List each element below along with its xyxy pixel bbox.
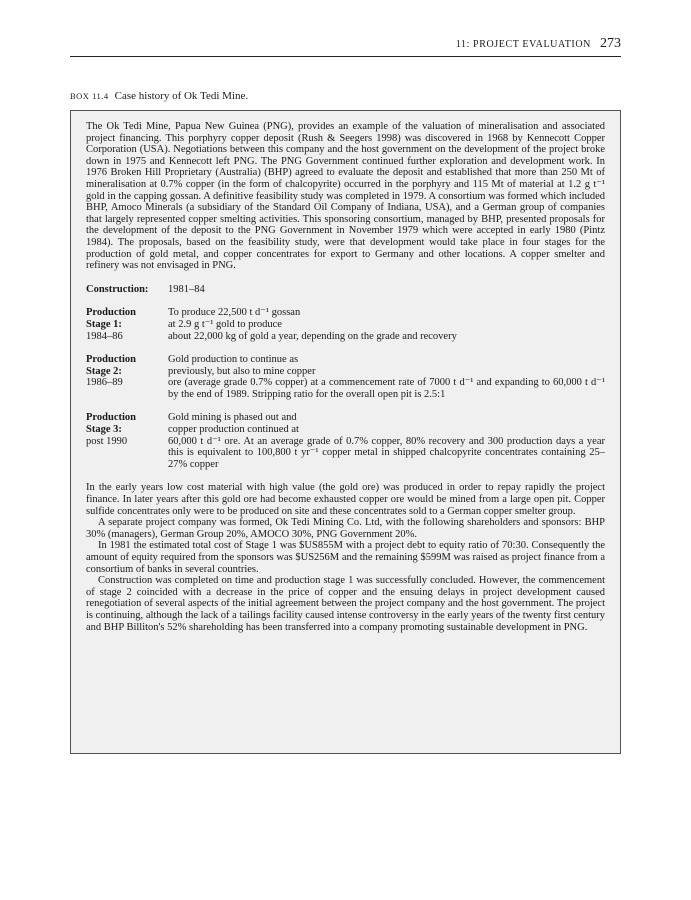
closing-paragraph: In 1981 the estimated total cost of Stage 1 was $US855M with a project debt to equity ratio of 70:30. Consequently the amount of equity required from the sponsors was $US256M and the remaining $599M was raised as project finance from a consortium of banks in several countries. <box>86 540 605 575</box>
construction-label: Construction: <box>86 283 149 295</box>
stage-text: previously, but also to mine copper <box>168 365 316 377</box>
stage-period: 1986–89 <box>86 377 123 389</box>
running-title: 11: PROJECT EVALUATION <box>455 39 591 50</box>
stage-text: Gold mining is phased out and <box>168 412 297 424</box>
stage-label: Stage 2: <box>86 365 122 377</box>
stage-text: Gold production to continue as <box>168 354 299 366</box>
running-header <box>70 36 621 57</box>
stage-2 <box>86 354 605 400</box>
stage-label: Production <box>86 354 136 366</box>
stage-text: 60,000 t d⁻¹ ore. At an average grade of 0.7% copper, 80% recovery and 300 production days a year this is equivalent to 100,800 t yr⁻¹ copper metal in shipped chalcopyrite concentrates containing 25–27% copper <box>168 435 605 470</box>
stage-1 <box>86 307 605 342</box>
stage-period: post 1990 <box>86 435 128 447</box>
construction-value: 1981–84 <box>168 283 205 295</box>
page-number: 273 <box>600 36 621 51</box>
construction-row <box>86 284 605 296</box>
stage-text: at 2.9 g t⁻¹ gold to produce <box>168 318 282 330</box>
box-caption <box>70 90 248 102</box>
stage-label: Stage 3: <box>86 424 122 436</box>
stage-text: copper production continued at <box>168 424 299 436</box>
intro-paragraph: The Ok Tedi Mine, Papua New Guinea (PNG), provides an example of the valuation of mineralisation and associated project financing. This porphyry copper deposit (Rush & Seegers 1998) was discovered in 1968 by Kennecott Copper Corporation (USA). Negotiations between this company and the host government on the development of the project broke down in 1975 and Kennecott left PNG. The PNG Government continued further exploration and development work. In 1976 Broken Hill Proprietary (Australia) (BHP) agreed to evaluate the deposit and established that more than 250 Mt of mineralisation at 0.7% copper (in the form of chalcopyrite) occurred in the porphyry and 115 Mt of material at 1.2 g t⁻¹ gold in the capping gossan. A definitive feasibility study was completed in 1979. A consortium was formed which included BHP, Amoco Minerals (a subsidiary of the Standard Oil Company of Indiana, USA), and a German group of companies that largely represented copper smelting activities. This sponsoring consortium, managed by BHP, presented proposals for the development of the deposit to the PNG Government in November 1979 which were accepted in early 1980 (Pintz 1984). The proposals, based on the feasibility study, were that development would take place in four stages for the production of gold metal, and copper concentrates for export to Germany and other locations. A copper smelter and refinery was not envisaged in PNG. <box>86 121 605 272</box>
case-history-box <box>70 110 621 754</box>
stage-label: Stage 1: <box>86 318 122 330</box>
closing-paragraph: Construction was completed on time and production stage 1 was successfully concluded. However, the commencement of stage 2 coincided with a decrease in the price of copper and the ensuing delays in project development caused renegotiation of several aspects of the initial agreement between the project company and the host government. The project is continuing, although the lack of a tailings facility caused intense controversy in the early years of the twenty first century and BHP Billiton's 52% shareholding has been transferred into a company promoting sustainable development in PNG. <box>86 575 605 633</box>
stage-text: about 22,000 kg of gold a year, depending on the grade and recovery <box>168 330 457 342</box>
stage-text: ore (average grade 0.7% copper) at a commencement rate of 7000 t d⁻¹ and expanding to 60,000 t d⁻¹ by the end of 1989. Stripping ratio for the overall open pit is 2.5:1 <box>168 377 605 400</box>
closing-paragraph: A separate project company was formed, Ok Tedi Mining Co. Ltd, with the following shareholders and sponsors: BHP 30% (managers), German Group 20%, AMOCO 30%, PNG Government 20%. <box>86 517 605 540</box>
stage-label: Production <box>86 307 136 319</box>
stage-text: To produce 22,500 t d⁻¹ gossan <box>168 307 301 319</box>
box-title: Case history of Ok Tedi Mine. <box>114 90 249 102</box>
stage-period: 1984–86 <box>86 330 123 342</box>
box-label: BOX 11.4 <box>70 91 109 101</box>
stage-label: Production <box>86 412 136 424</box>
stage-3 <box>86 412 605 470</box>
closing-paragraph: In the early years low cost material with high value (the gold ore) was produced in order to repay rapidly the project finance. In later years after this gold ore had become exhausted copper ore would be mined from a large open pit. Copper sulfide concentrates only were to be produced on site and these concentrates sold to a German copper smelter group. <box>86 482 605 517</box>
